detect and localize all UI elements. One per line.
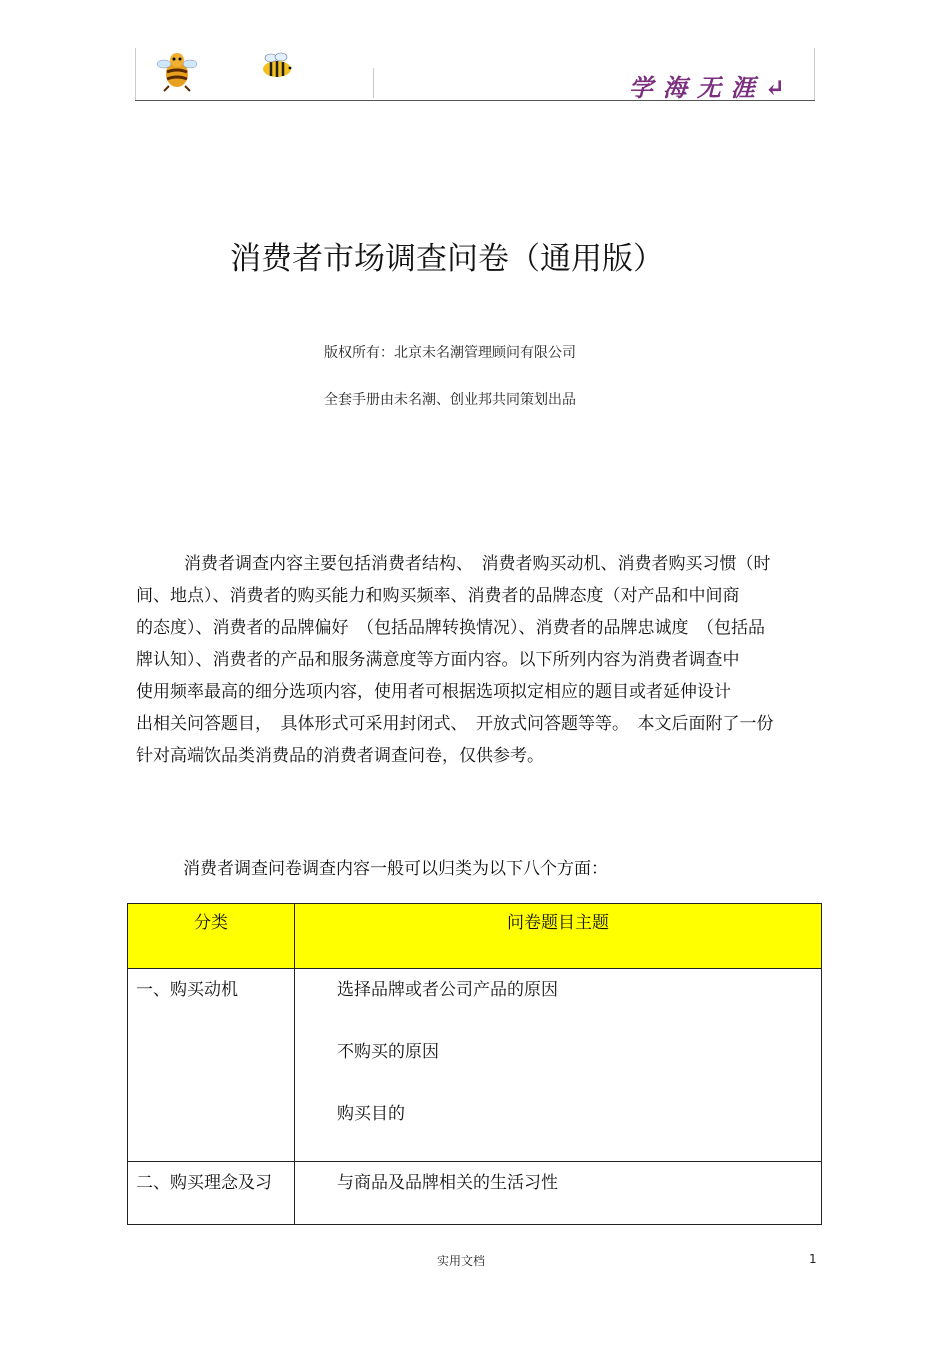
topic-item: 购买目的 [337, 1104, 405, 1124]
table-row [128, 969, 822, 1162]
paragraph-line: 间、地点）、消费者的购买能力和购买频率、消费者的品牌态度（对产品和中间商 [136, 586, 740, 606]
credit-line: 全套手册由未名潮、创业邦共同策划出品 [324, 392, 576, 408]
category-cell: 一、购买动机 [128, 969, 295, 1162]
column-header-category: 分类 [128, 904, 295, 969]
topics-cell [295, 969, 822, 1162]
paragraph-line: 消费者调查内容主要包括消费者结构、 消费者购买动机、消费者购买习惯（时 [184, 554, 771, 574]
page-number: 1 [809, 1252, 817, 1266]
body-paragraph [136, 548, 816, 772]
paragraph-line: 针对高端饮品类消费品的消费者调查问卷，仅供参考。 [136, 746, 544, 766]
bee-mascot-icon [155, 50, 199, 92]
paragraph-line: 牌认知）、消费者的产品和服务满意度等方面内容。以下所列内容为消费者调查中 [136, 650, 740, 670]
page-header [135, 48, 815, 101]
table-header-row [128, 904, 822, 969]
copyright-line: 版权所有：北京未名潮管理顾问有限公司 [324, 345, 576, 361]
header-divider [814, 48, 815, 100]
paragraph-line: 的态度）、消费者的品牌偏好 （包括品牌转换情况）、消费者的品牌忠诚度 （包括品 [136, 618, 765, 638]
topics-cell [295, 1162, 822, 1225]
topic-item: 选择品牌或者公司产品的原因 [337, 980, 558, 1000]
survey-topics-table [127, 903, 822, 1225]
column-header-topic: 问卷题目主题 [295, 904, 822, 969]
paragraph-line: 出相关问答题目， 具体形式可采用封闭式、 开放式问答题等等。 本文后面附了一份 [136, 714, 774, 734]
bee-icon [257, 50, 297, 80]
header-divider [373, 68, 374, 98]
header-motto: 学海无涯↵ [628, 73, 795, 102]
topic-item: 不购买的原因 [337, 1042, 439, 1062]
footer-label: 实用文档 [437, 1254, 486, 1268]
document-title: 消费者市场调查问卷（通用版） [230, 241, 664, 277]
category-cell: 二、购买理念及习 [128, 1162, 295, 1225]
table-row [128, 1162, 822, 1225]
table-intro: 消费者调查问卷调查内容一般可以归类为以下八个方面： [183, 859, 608, 879]
topic-item: 与商品及品牌相关的生活习性 [337, 1173, 558, 1193]
header-divider [135, 48, 136, 100]
paragraph-line: 使用频率最高的细分选项内容，使用者可根据选项拟定相应的题目或者延伸设计 [136, 682, 731, 702]
